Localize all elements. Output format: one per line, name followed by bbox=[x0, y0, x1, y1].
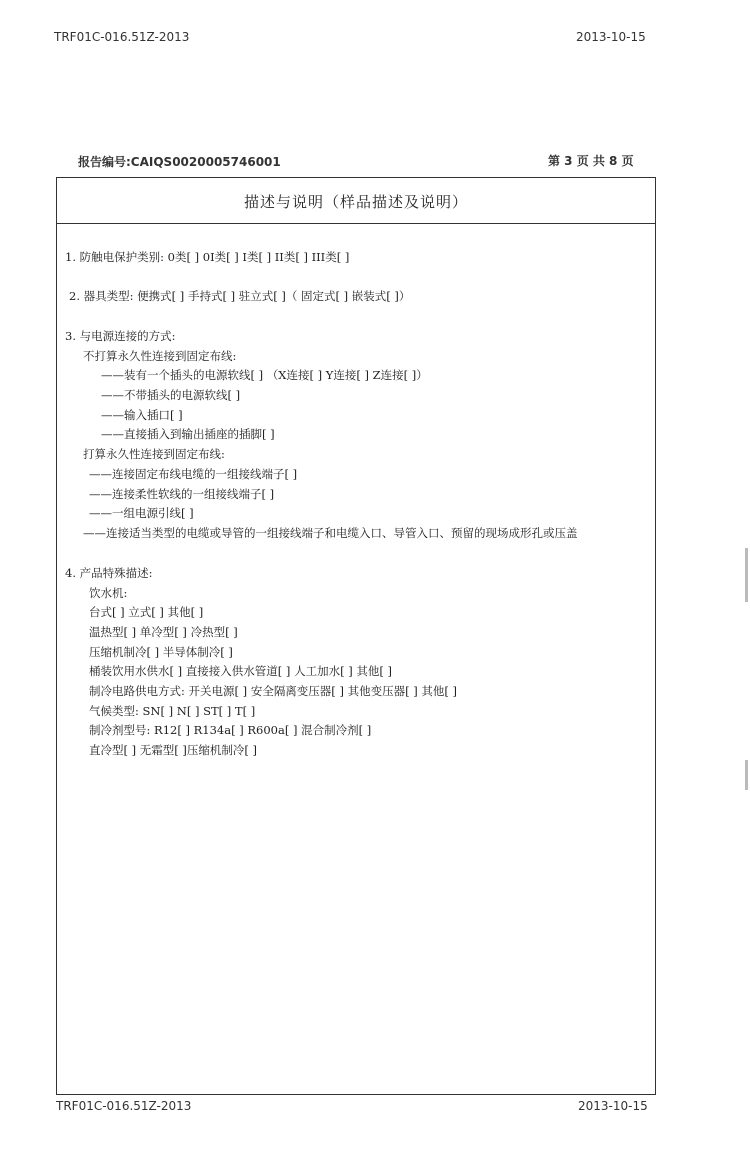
section-title: 描述与说明（样品描述及说明） bbox=[243, 193, 468, 211]
line-supply-leads: ——一组电源引线[ ] bbox=[89, 506, 194, 520]
page-header-code: TRF01C-016.51Z-2013 bbox=[54, 30, 190, 44]
line-power-supply: 制冷电路供电方式: 开关电源[ ] 安全隔离变压器[ ] 其他变压器[ ] 其他[ ] bbox=[89, 684, 458, 698]
report-number: 报告编号:CAIQS0020005746001 bbox=[78, 155, 281, 169]
line-cooling-method: 压缩机制冷[ ] 半导体制冷[ ] bbox=[89, 645, 233, 659]
line-fixed-wiring-terminals: ——连接固定布线电缆的一组接线端子[ ] bbox=[89, 467, 298, 481]
line-refrigerant: 制冷剂型号: R12[ ] R134a[ ] R600a[ ] 混合制冷剂[ ] bbox=[89, 723, 372, 737]
line-defrost-type: 直冷型[ ] 无霜型[ ]压缩机制冷[ ] bbox=[89, 743, 258, 757]
scan-edge-mark bbox=[745, 760, 748, 790]
title-bar bbox=[57, 178, 655, 224]
line-temperature-type: 温热型[ ] 单冷型[ ] 冷热型[ ] bbox=[89, 625, 238, 639]
scan-edge-mark bbox=[745, 548, 748, 602]
line-permanent: 打算永久性连接到固定布线: bbox=[83, 447, 225, 461]
description-box bbox=[56, 177, 656, 1095]
line-connection-heading: 3. 与电源连接的方式: bbox=[65, 329, 176, 343]
line-direct-plug-pins: ——直接插入到输出插座的插脚[ ] bbox=[101, 427, 275, 441]
line-special-description: 4. 产品特殊描述: bbox=[65, 566, 153, 580]
line-inlet: ——输入插口[ ] bbox=[101, 408, 183, 422]
line-protection-class: 1. 防触电保护类别: 0类[ ] 0I类[ ] I类[ ] II类[ ] III类[ ] bbox=[65, 250, 350, 264]
line-mount-type: 台式[ ] 立式[ ] 其他[ ] bbox=[89, 605, 204, 619]
line-water-dispenser: 饮水机: bbox=[89, 586, 128, 600]
line-cord-with-plug: ——装有一个插头的电源软线[ ] （X连接[ ] Y连接[ ] Z连接[ ]） bbox=[101, 368, 428, 382]
line-water-supply: 桶装饮用水供水[ ] 直接接入供水管道[ ] 人工加水[ ] 其他[ ] bbox=[89, 664, 392, 678]
line-non-permanent: 不打算永久性连接到固定布线: bbox=[83, 349, 237, 363]
line-appliance-type: 2. 器具类型: 便携式[ ] 手持式[ ] 驻立式[ ]（ 固定式[ ] 嵌装式[ ]） bbox=[69, 289, 411, 303]
page-header-date: 2013-10-15 bbox=[576, 30, 646, 44]
line-flexible-cord-terminals: ——连接柔性软线的一组接线端子[ ] bbox=[89, 487, 275, 501]
line-conduit-terminals: ——连接适当类型的电缆或导管的一组接线端子和电缆入口、导管入口、预留的现场成形孔或压盖 bbox=[83, 526, 578, 540]
page-footer-date: 2013-10-15 bbox=[578, 1099, 648, 1113]
page-footer-code: TRF01C-016.51Z-2013 bbox=[56, 1099, 192, 1113]
line-climate-class: 气候类型: SN[ ] N[ ] ST[ ] T[ ] bbox=[89, 704, 256, 718]
line-cord-without-plug: ——不带插头的电源软线[ ] bbox=[101, 388, 241, 402]
page-info: 第 3 页 共 8 页 bbox=[548, 154, 634, 168]
